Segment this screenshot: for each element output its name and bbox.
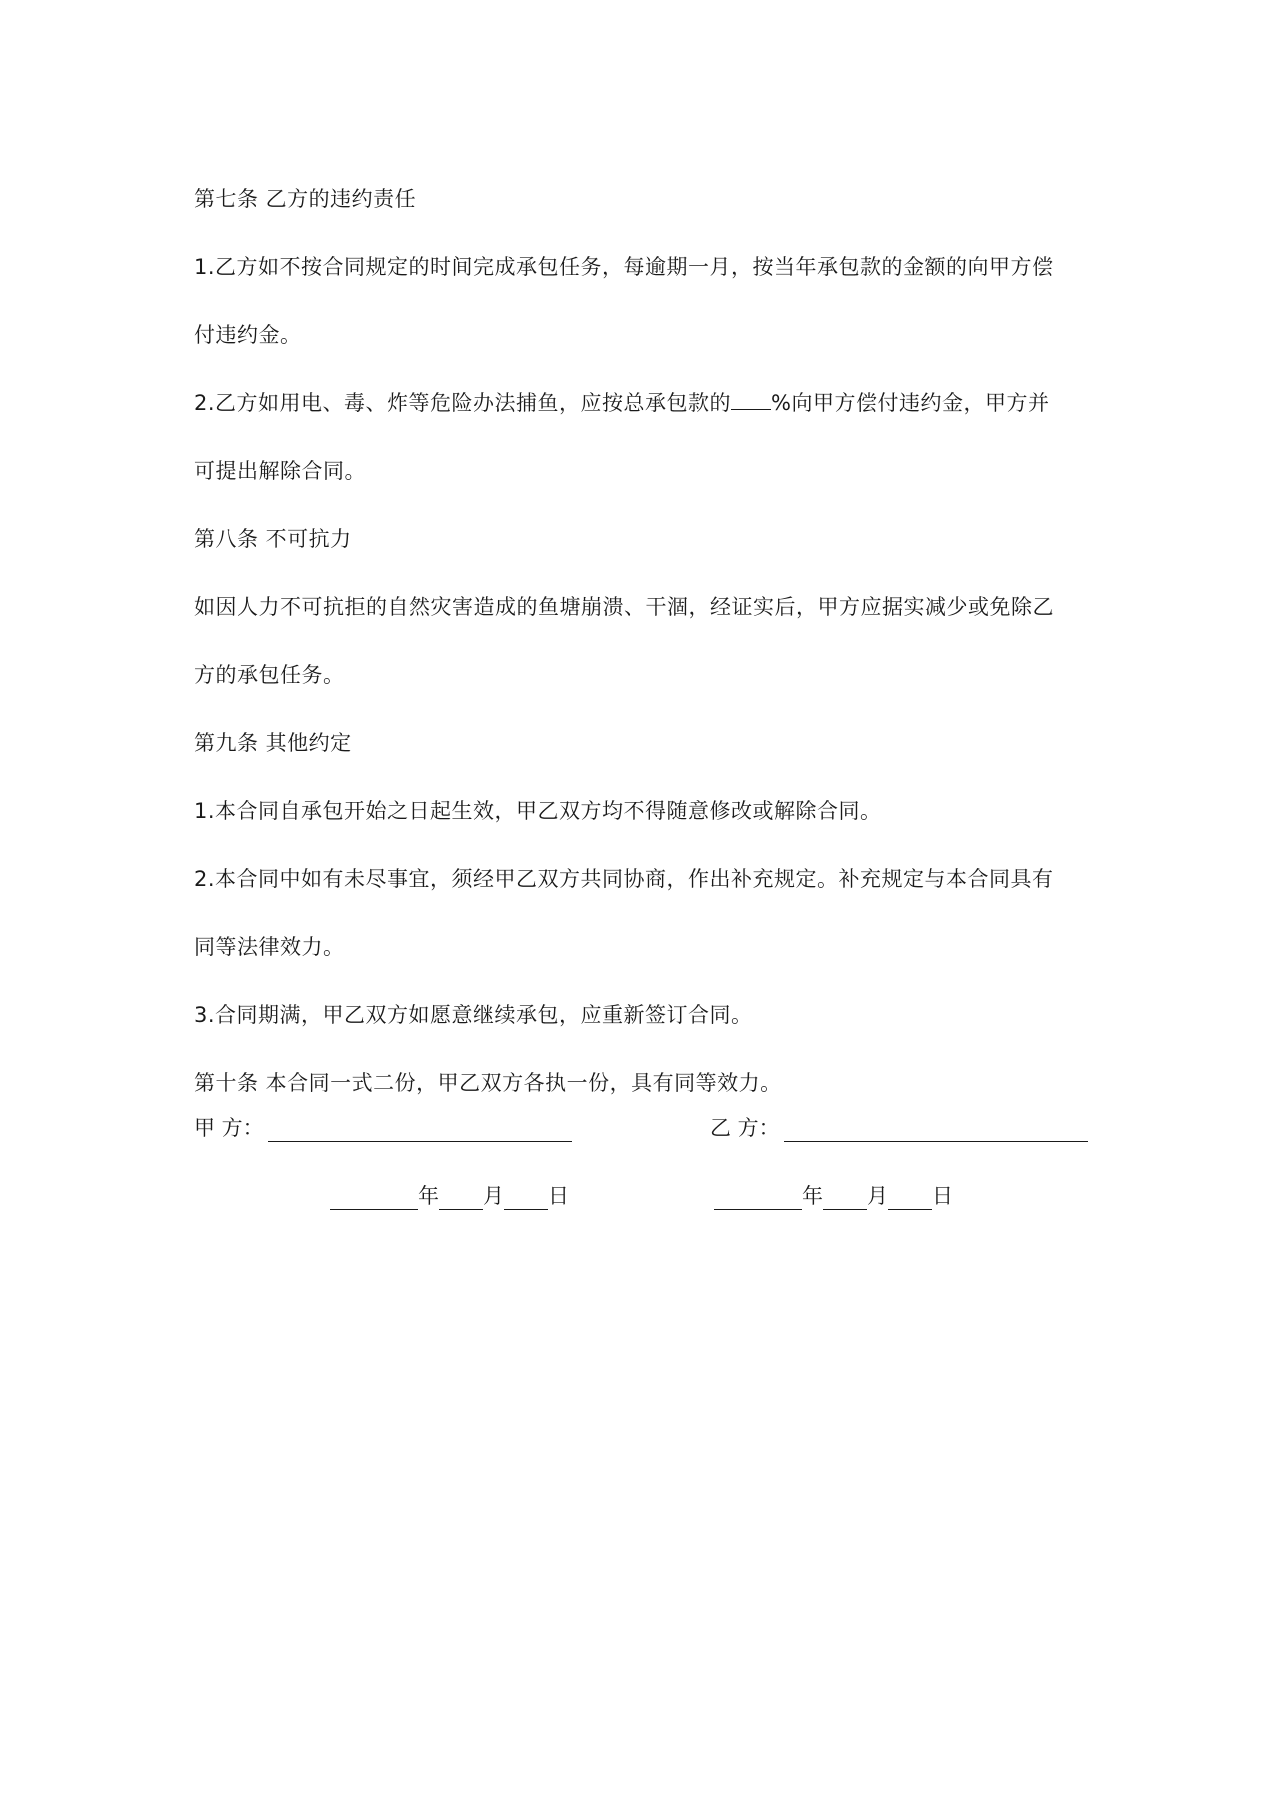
clause-7-item-2 — [194, 369, 1094, 437]
clause-8-text-cont: 方的承包任务。 — [194, 663, 345, 687]
party-a-month-label: 月 — [483, 1184, 504, 1208]
party-a-label: 甲 方： — [194, 1116, 264, 1140]
party-a-month-blank — [439, 1187, 483, 1210]
clause-7-item-2-text-after: %向甲方偿付违约金，甲方并 — [771, 391, 1050, 415]
clause-7-item-2-cont: 可提出解除合同。 — [194, 459, 366, 483]
party-a-date — [330, 1180, 569, 1210]
party-b-month-blank — [823, 1187, 867, 1210]
party-b-month-label: 月 — [867, 1184, 888, 1208]
clause-8-text: 如因人力不可抗拒的自然灾害造成的鱼塘崩溃、干涸，经证实后，甲方应据实减少或免除乙 — [194, 595, 1054, 619]
contract-body — [194, 165, 1094, 1117]
party-b-year-label: 年 — [802, 1184, 823, 1208]
party-b-label: 乙 方： — [710, 1116, 780, 1140]
clause-7-item-2-text-before: 2.乙方如用电、毒、炸等危险办法捕鱼，应按总承包款的 — [194, 391, 732, 415]
party-a-signature-line — [268, 1119, 572, 1142]
clause-9-item-3: 3.合同期满，甲乙双方如愿意继续承包，应重新签订合同。 — [194, 1003, 753, 1027]
clause-9-item-2: 2.本合同中如有未尽事宜，须经甲乙双方共同协商，作出补充规定。补充规定与本合同具有 — [194, 867, 1054, 891]
party-b-day-label: 日 — [932, 1184, 953, 1208]
clause-7-item-1-cont: 付违约金。 — [194, 323, 302, 347]
percentage-blank — [731, 389, 771, 410]
clause-9-heading: 第九条 其他约定 — [194, 731, 352, 755]
party-a-year-blank — [330, 1187, 418, 1210]
party-b-day-blank — [888, 1187, 932, 1210]
party-a-day-label: 日 — [548, 1184, 569, 1208]
clause-8-heading: 第八条 不可抗力 — [194, 527, 352, 551]
party-a-year-label: 年 — [418, 1184, 439, 1208]
party-b-date — [714, 1180, 953, 1210]
party-a-day-blank — [504, 1187, 548, 1210]
party-b-signature — [710, 1112, 1088, 1142]
clause-7-heading: 第七条 乙方的违约责任 — [194, 187, 417, 211]
clause-10: 第十条 本合同一式二份，甲乙双方各执一份，具有同等效力。 — [194, 1071, 782, 1095]
clause-9-item-1: 1.本合同自承包开始之日起生效，甲乙双方均不得随意修改或解除合同。 — [194, 799, 882, 823]
party-a-signature — [194, 1112, 572, 1142]
clause-7-item-1: 1.乙方如不按合同规定的时间完成承包任务，每逾期一月，按当年承包款的金额的向甲方偿 — [194, 255, 1054, 279]
party-b-signature-line — [784, 1119, 1088, 1142]
clause-9-item-2-cont: 同等法律效力。 — [194, 935, 345, 959]
party-b-year-blank — [714, 1187, 802, 1210]
